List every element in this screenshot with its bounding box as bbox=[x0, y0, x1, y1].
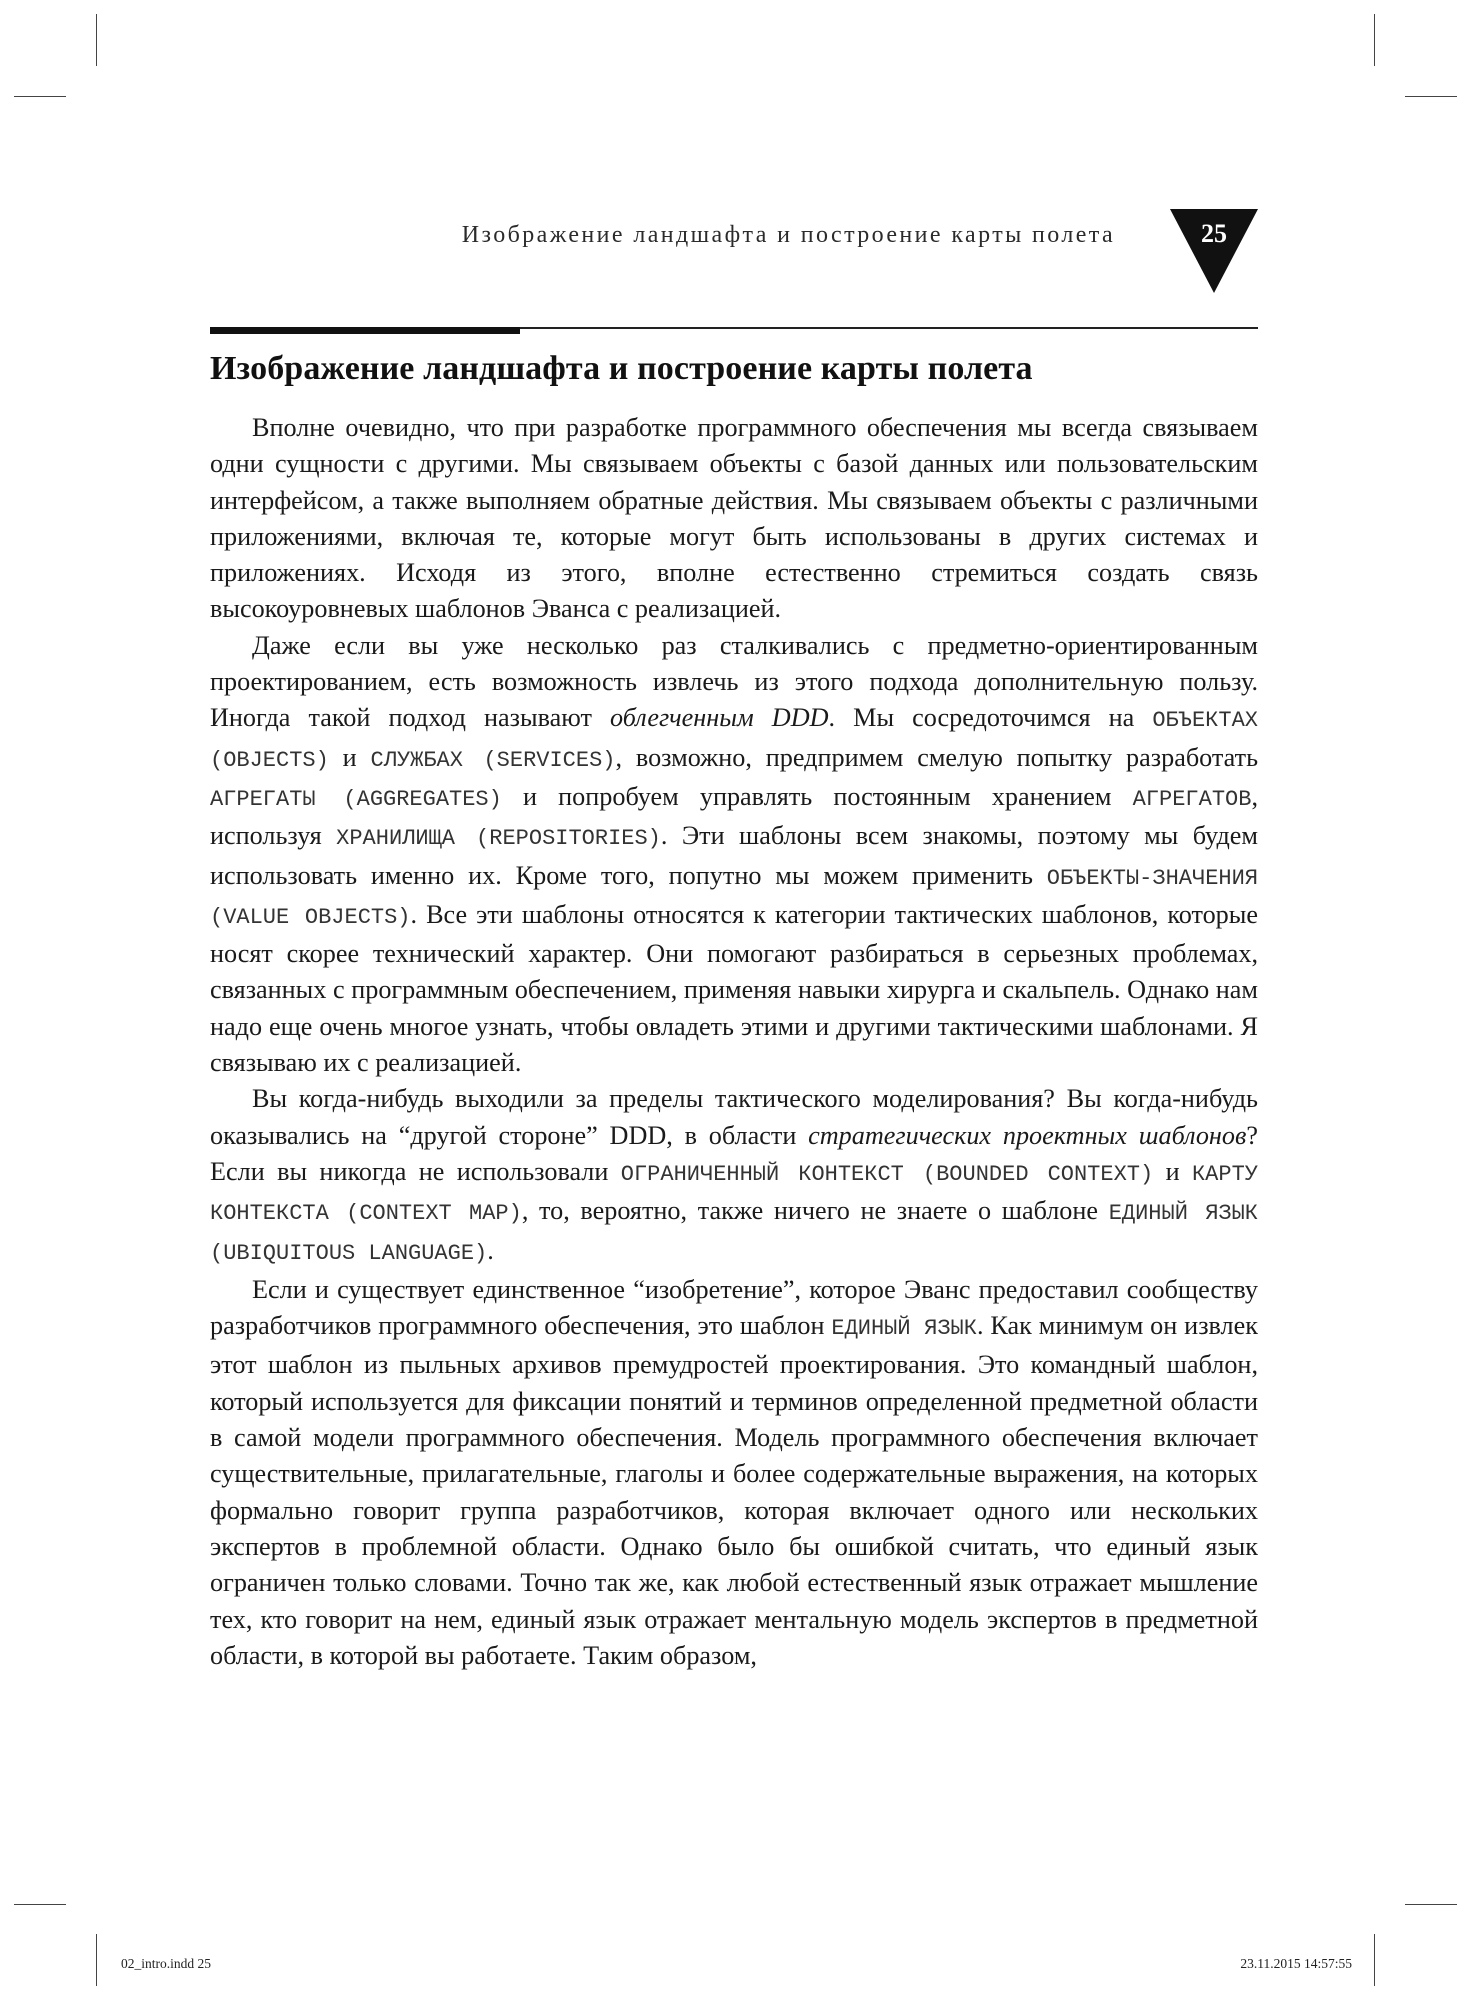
text-run: Если и существует единственное “изобретение”, которое Эванс предоставил сообществу разработчиков программного обеспечения, это шаблон bbox=[210, 1274, 1258, 1341]
pattern-name: ОГРАНИЧЕННЫЙ КОНТЕКСТ (BOUNDED CONTEXT) bbox=[620, 1161, 1154, 1187]
pattern-name: СЛУЖБАХ (SERVICES) bbox=[370, 747, 616, 773]
paragraph bbox=[210, 628, 1258, 1082]
footer-file-slug: 02_intro.indd 25 bbox=[121, 1956, 211, 1971]
text-run: . Все эти шаблоны относятся к категории тактических шаблонов, которые носят скорее технический характер. Они помогают разбираться в серьезных проблемах, связанных с программным обеспечением, применяя навыки хирурга и скальпель. Однако нам надо еще очень многое узнать, чтобы овладеть этими и другими тактическими шаблонами. Я связываю их с реализацией. bbox=[210, 899, 1258, 1078]
text-run: , то, вероятно, также ничего не знаете о шаблоне bbox=[521, 1196, 1109, 1226]
paragraph bbox=[210, 1081, 1258, 1271]
pattern-name: ЕДИНЫЙ ЯЗЫК bbox=[831, 1316, 977, 1342]
text-run: Вполне очевидно, что при разработке программного обеспечения мы всегда связываем одни сущности с другими. Мы связываем объекты с базой данных или пользовательским интерфейсом, а также выполняем обратные действия. Мы связываем объекты с различными приложениями, включая те, которые могут быть использованы в других системах и приложениях. Исходя из этого, вполне естественно стремиться создать связь высокоуровневых шаблонов Эванса с реализацией. bbox=[210, 413, 1258, 624]
running-head-title: Изображение ландшафта и построение карты полета bbox=[461, 222, 1115, 248]
page-number: 25 bbox=[1201, 219, 1227, 248]
pattern-name: ХРАНИЛИЩА (REPOSITORIES) bbox=[336, 826, 661, 852]
text-run: ? Если вы никогда не использовали bbox=[210, 1120, 1258, 1186]
body-text bbox=[210, 410, 1258, 1674]
text-run: . Как минимум он извлек этот шаблон из пыльных архивов премудростей проектирования. Это командный шаблон, который используется для фиксации понятий и терминов определенной предметной области в самой модели программного обеспечения. Модель программного обеспечения включает существительные, прилагательные, глаголы и более содержательные выражения, на которых формально говорит группа разработчиков, которая включает одного или нескольких экспертов в проблемной области. Однако было бы ошибкой считать, что единый язык ограничен только словами. Точно так же, как любой естественный язык отражает мышление тех, кто говорит на нем, единый язык отражает ментальную модель экспертов в предметной области, в которой вы работаете. Таким образом, bbox=[210, 1311, 1258, 1670]
text-run: и bbox=[328, 742, 371, 772]
crop-mark-bottom-left-h bbox=[14, 1904, 66, 1905]
crop-mark-top-right-v bbox=[1374, 14, 1375, 66]
paragraph bbox=[210, 410, 1258, 628]
pattern-name: ЕДИНЫЙ ЯЗЫК (UBIQUITOUS LANGUAGE) bbox=[210, 1201, 1259, 1266]
crop-mark-top-right-h bbox=[1405, 96, 1457, 97]
crop-mark-bottom-right-h bbox=[1405, 1904, 1457, 1905]
text-run: Даже если вы уже несколько раз сталкивались с предметно-ориентированным проектированием, есть возможность извлечь из этого подхода дополнительную пользу. Иногда такой подход называют bbox=[210, 630, 1258, 733]
text-run: и попробуем управлять постоянным хранением bbox=[501, 781, 1133, 811]
page-number-tab bbox=[1170, 209, 1258, 293]
pattern-name: ОБЪЕКТЫ-ЗНАЧЕНИЯ (VALUE OBJECTS) bbox=[210, 865, 1258, 930]
footer-datetime-slug: 23.11.2015 14:57:55 bbox=[1240, 1956, 1352, 1971]
paragraph bbox=[210, 1272, 1258, 1674]
crop-mark-top-left-v bbox=[96, 14, 97, 66]
crop-mark-bottom-right-v bbox=[1374, 1934, 1375, 1986]
text-run: и bbox=[1153, 1156, 1192, 1186]
crop-mark-top-left-h bbox=[14, 96, 66, 97]
text-run: . Мы сосредоточимся на bbox=[828, 703, 1153, 733]
section-title: Изображение ландшафта и построение карты полета bbox=[210, 350, 1033, 387]
text-run: , используя bbox=[210, 781, 1258, 851]
emphasis-term: стратегических проектных шаблонов bbox=[808, 1120, 1247, 1150]
section-rule-accent bbox=[210, 327, 520, 334]
crop-mark-bottom-left-v bbox=[96, 1934, 97, 1986]
text-run: , возможно, предпримем смелую попытку разработать bbox=[615, 742, 1259, 772]
pattern-name: ОБЪЕКТАХ (OBJECTS) bbox=[210, 708, 1258, 773]
emphasis-term: облегченным DDD bbox=[609, 703, 829, 733]
pattern-name: АГРЕГАТЫ (AGGREGATES) bbox=[210, 786, 502, 812]
text-run: . Эти шаблоны всем знакомы, поэтому мы будем использовать именно их. Кроме того, попутно мы можем применить bbox=[210, 821, 1258, 890]
text-run: Вы когда-нибудь выходили за пределы тактического моделирования? Вы когда-нибудь оказывались на “другой стороне” DDD, в области bbox=[210, 1084, 1258, 1150]
pattern-name: КАРТУ КОНТЕКСТА (CONTEXT MAP) bbox=[210, 1161, 1258, 1227]
text-run: . bbox=[487, 1235, 494, 1265]
pattern-name: АГРЕГАТОВ bbox=[1132, 786, 1252, 812]
